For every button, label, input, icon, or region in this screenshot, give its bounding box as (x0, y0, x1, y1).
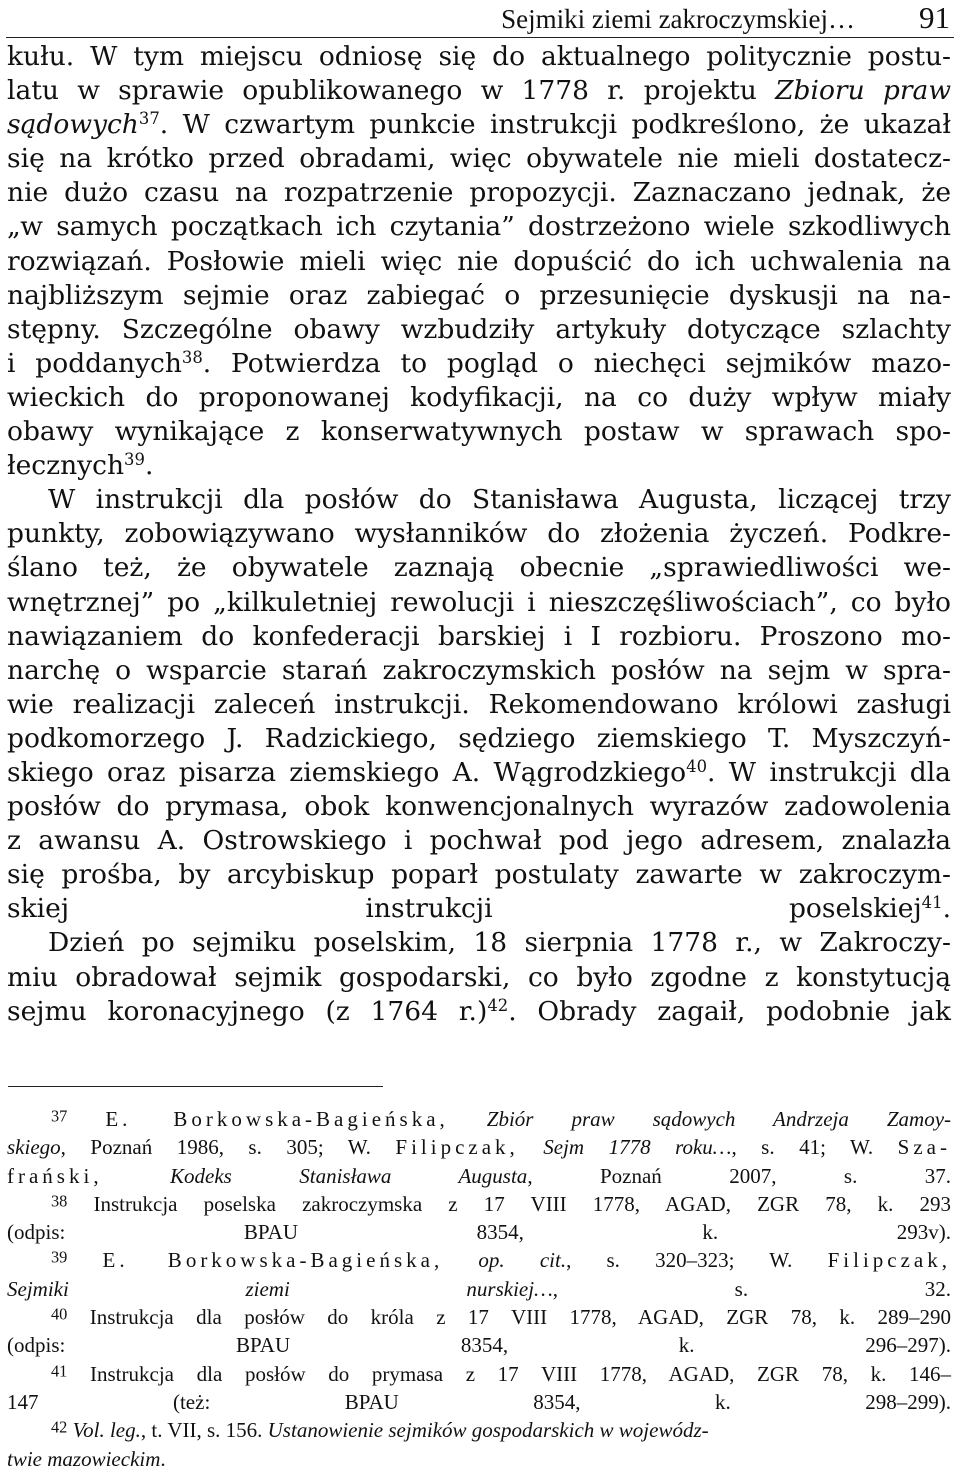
footnote-ref-40: 40 (686, 756, 708, 776)
footnote-ref-41: 41 (921, 893, 943, 913)
footnote-39: $^{39}$ E. Borkowska-Bagieńska, op. cit., s. 320–323; W. Filipczak, Sejmiki ziemi nurskiej…, s. 32. (7, 1247, 951, 1301)
footnote-38: $^{38}$ Instrukcja poselska zakroczymska z 17 VIII 1778, AGAD, ZGR 78, k. 293 (odpis: BPAU 8354, k. 293v). (7, 1191, 952, 1245)
footnote-ref-37: 37 (138, 109, 160, 129)
header-rule (6, 37, 954, 38)
footnote-37: $^{37}$ E. Borkowska-Bagieńska, Zbiór praw sądowych Andrzeja Zamoy- skiego, Poznań 1986, s. 305; W. Filipczak, Sejm 1778 roku…, s. 41; W. Sza- frański, Kodeks Stanisława Augusta, Poznań 2007, s. 37. (7, 1106, 952, 1188)
footnote-42: $^{42}$ Vol. leg., t. VII, s. 156. Ustanowienie sejmików gospodarskich w wojewódz- twie mazowieckim. (7, 1417, 709, 1471)
running-title: Sejmiki ziemi zakroczymskiej… (501, 4, 855, 34)
paragraph-2: W instrukcji dla posłów do Stanisława Augusta, liczącej trzy punkty, zobowiązywano wysłanników do złożenia życzeń. Podkre- ślano też, że obywatele zaznają obecnie „sprawiedliwości we- wnętrznej” po „kilkuletniej rewolucji i nieszczęśliwościach”, co było nawiązaniem do konfederacji barskiej i I rozbioru. Proszono mo- narchę o wsparcie starań zakroczymskich posłów na sejm w spra- wie realizacji zaleceń instrukcji. Rekomendowano królowi zasługi podkomorzego J. Radzickiego, sędziego ziemskiego T. Myszczyń- skiego oraz pisarza ziemskiego A. Wągrodzkiego$^{40}$. W instrukcji dla posłów do prymasa, obok konwencjonalnych wyrazów zadowolenia z awansu A. Ostrowskiego i pochwał pod jego adresem, znalazła się prośba, by arcybiskup poparł postulaty zawarte w zakroczym- skiej instrukcji poselskiej$^{41}$. (7, 484, 951, 925)
paragraph-3: Dzień po sejmiku poselskim, 18 sierpnia 1778 r., w Zakroczy- miu obradował sejmik gospodarski, co było zgodne z konstytucją sejmu koronacyjnego (z 1764 r.)$^{42}$. Obrady zagaił, podobnie jak (7, 927, 951, 1027)
paragraph-1: kułu. W tym miejscu odniosę się do aktualnego politycznie postu- latu w sprawie opublikowanego w 1778 r. projektu Zbioru praw sądowych$^{37}$. W czwartym punkcie instrukcji podkreślono, że ukazał się na krótko przed obradami, więc obywatele nie mieli dostatecz- nie dużo czasu na rozpatrzenie propozycji. Zaznaczano jednak, że „w samych początkach ich czytania” dostrzeżono wiele szkodliwych rozwiązań. Posłowie mieli więc nie dopuścić do ich uchwalenia na najbliższym sejmie oraz zabiegać o przesunięcie dyskusji na na- stępny. Szczególne obawy wzbudziły artykuły dotyczące szlachty i poddanych$^{38}$. Potwierdza to pogląd o niechęci sejmików mazo- wieckich do proponowanej kodyfikacji, na co duży wpływ miały obawy wynikające z konserwatywnych postaw w sprawach spo- łecznych$^{39}$. (7, 41, 952, 482)
footnote-41: $^{41}$ Instrukcja dla posłów do prymasa z 17 VIII 1778, AGAD, ZGR 78, k. 146– 147 (też: BPAU 8354, k. 298–299). (7, 1361, 952, 1414)
footnote-ref-42: 42 (487, 995, 509, 1015)
footnote-40: $^{40}$ Instrukcja dla posłów do króla z 17 VIII 1778, AGAD, ZGR 78, k. 289–290 (odpis: BPAU 8354, k. 296–297). (7, 1304, 951, 1358)
body-text (7, 40, 951, 1029)
footnote-ref-38: 38 (181, 347, 203, 367)
footnote-separator (8, 1086, 383, 1087)
page-number: 91 (919, 0, 950, 35)
footnotes (7, 1105, 951, 1473)
footnote-ref-39: 39 (124, 450, 145, 470)
